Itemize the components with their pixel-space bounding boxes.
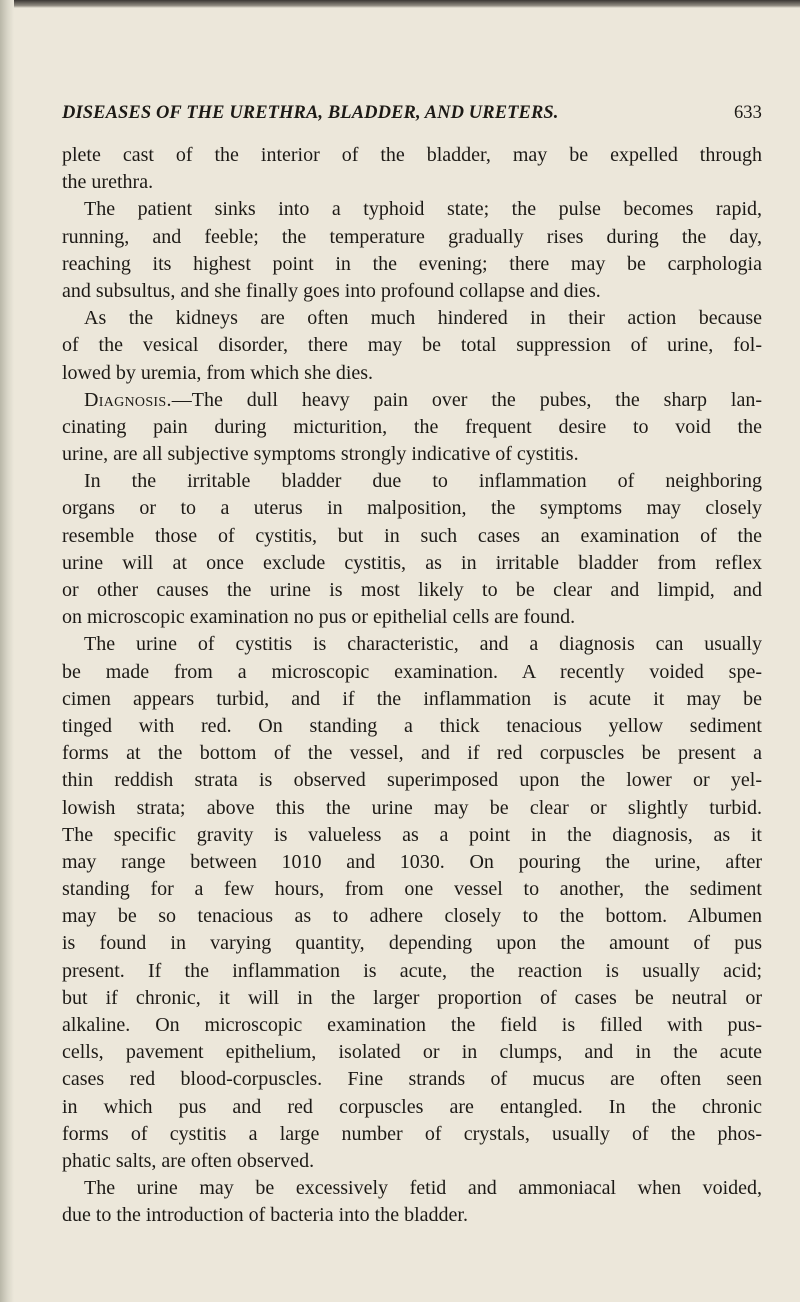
line-text: cinating pain during micturition, the frequent desire to void the	[62, 415, 762, 438]
line-text: The specific gravity is valueless as a point in the diagnosis, as it	[62, 823, 762, 846]
line-text: As the kidneys are often much hindered in their action because	[84, 307, 762, 330]
text-line	[62, 1012, 762, 1039]
text-line	[62, 577, 762, 604]
page-top-edge-shadow	[0, 0, 800, 8]
line-text: plete cast of the interior of the bladder, may be expelled through	[62, 144, 762, 166]
line-text: cases red blood-corpuscles. Fine strands of mucus are often seen	[62, 1068, 762, 1091]
line-text: reaching its highest point in the evening; there may be carphologia	[62, 252, 762, 275]
text-line	[62, 903, 762, 930]
line-text: cells, pavement epithelium, isolated or in clumps, and in the acute	[62, 1041, 762, 1064]
line-text: The patient sinks into a typhoid state; the pulse becomes rapid,	[84, 198, 762, 221]
line-text: of the vesical disorder, there may be total suppression of urine, fol-	[62, 334, 762, 357]
line-text: standing for a few hours, from one vessel to another, the sediment	[62, 878, 762, 901]
line-text: lowed by uremia, from which she dies.	[62, 361, 374, 384]
text-line	[62, 360, 762, 387]
text-line	[62, 468, 762, 495]
text-line	[62, 251, 762, 278]
line-text: urine, are all subjective symptoms strongly indicative of cystitis.	[62, 443, 579, 466]
line-text: tinged with red. On standing a thick tenacious yellow sediment	[62, 714, 762, 737]
text-line	[62, 1094, 762, 1121]
text-line	[62, 604, 762, 631]
text-line	[62, 930, 762, 957]
line-text: phatic salts, are often observed.	[62, 1149, 315, 1172]
text-line	[62, 387, 762, 414]
text-line	[62, 142, 762, 169]
page-number: 633	[733, 103, 762, 123]
line-text: and subsultus, and she finally goes into profound collapse and dies.	[62, 279, 601, 302]
text-line	[62, 958, 762, 985]
text-line	[62, 305, 762, 332]
text-line	[62, 523, 762, 550]
text-line	[62, 332, 762, 359]
line-text: or other causes the urine is most likely to be clear and limpid, and	[62, 579, 762, 601]
line-text: forms of cystitis a large number of crystals, usually of the phos-	[62, 1122, 762, 1145]
text-line	[62, 196, 762, 223]
text-line	[62, 224, 762, 251]
body-text	[62, 142, 762, 1230]
text-line	[62, 1202, 762, 1229]
text-line	[62, 1039, 762, 1066]
running-head	[62, 101, 762, 125]
text-line	[62, 441, 762, 468]
text-line	[62, 169, 762, 196]
line-text: forms at the bottom of the vessel, and if red corpuscles be present a	[62, 742, 762, 765]
text-line	[62, 659, 762, 686]
line-text: but if chronic, it will in the larger proportion of cases be neutral or	[62, 986, 762, 1009]
text-line	[62, 278, 762, 305]
text-line	[62, 985, 762, 1012]
text-line	[62, 849, 762, 876]
text-line	[62, 1175, 762, 1202]
line-text: in which pus and red corpuscles are entangled. In the chronic	[62, 1095, 762, 1118]
line-text: is found in varying quantity, depending upon the amount of pus	[62, 932, 762, 955]
line-text: The urine of cystitis is characteristic, and a diagnosis can usually	[84, 633, 762, 656]
line-text: on microscopic examination no pus or epithelial cells are found.	[62, 606, 576, 629]
text-line	[62, 713, 762, 740]
text-line	[62, 822, 762, 849]
line-text: —The dull heavy pain over the pubes, the sharp lan-	[171, 388, 762, 411]
text-line	[62, 1148, 762, 1175]
line-text: resemble those of cystitis, but in such cases an examination of the	[62, 524, 762, 547]
line-text: present. If the inflammation is acute, the reaction is usually acid;	[62, 959, 762, 982]
line-text: organs or to a uterus in malposition, the symptoms may closely	[62, 497, 762, 520]
line-text: cimen appears turbid, and if the inflammation is acute it may be	[62, 687, 762, 710]
text-line	[62, 767, 762, 794]
line-text: urine will at once exclude cystitis, as in irritable bladder from reflex	[62, 551, 762, 574]
line-text: may be so tenacious as to adhere closely to the bottom. Albumen	[62, 905, 762, 928]
text-line	[62, 686, 762, 713]
line-text: running, and feeble; the temperature gradually rises during the day,	[62, 225, 762, 248]
text-line	[62, 550, 762, 577]
line-text: alkaline. On microscopic examination the field is filled with pus-	[62, 1014, 762, 1036]
line-text: due to the introduction of bacteria into the bladder.	[62, 1204, 468, 1227]
line-text: thin reddish strata is observed superimposed upon the lower or yel-	[62, 769, 762, 792]
line-text: may range between 1010 and 1030. On pouring the urine, after	[62, 850, 762, 873]
text-line	[62, 495, 762, 522]
text-line	[62, 740, 762, 767]
text-line	[62, 795, 762, 822]
line-text: lowish strata; above this the urine may be clear or slightly turbid.	[62, 796, 762, 819]
text-line	[62, 876, 762, 903]
page-binding-edge	[0, 0, 14, 1302]
line-text: In the irritable bladder due to inflammation of neighboring	[84, 470, 762, 493]
line-text: The urine may be excessively fetid and ammoniacal when voided,	[84, 1177, 762, 1200]
text-line	[62, 1121, 762, 1148]
section-heading: Diagnosis.	[84, 388, 172, 411]
text-line	[62, 414, 762, 441]
text-line	[62, 1066, 762, 1093]
line-text: be made from a microscopic examination. A recently voided spe-	[62, 660, 762, 683]
running-title: DISEASES OF THE URETHRA, BLADDER, AND URETERS.	[62, 103, 559, 123]
line-text: the urethra.	[62, 171, 154, 194]
text-line	[62, 631, 762, 658]
